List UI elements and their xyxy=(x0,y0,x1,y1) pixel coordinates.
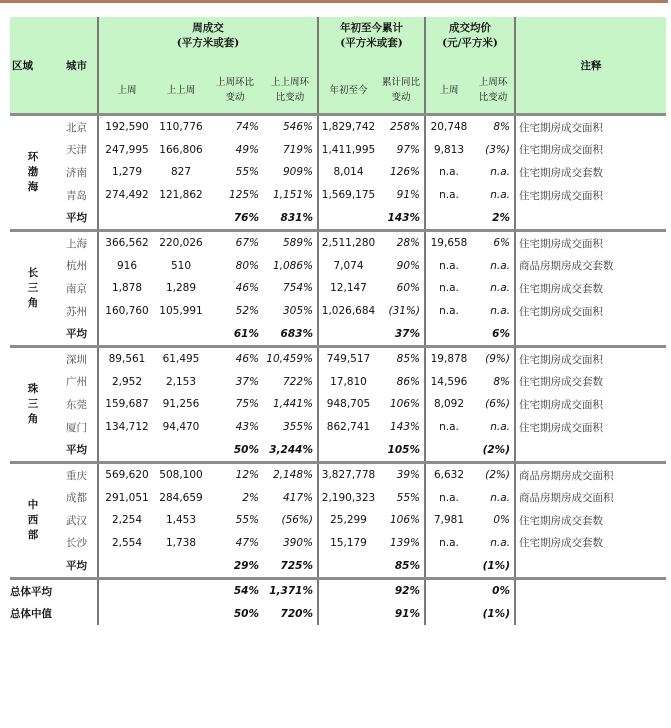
city-name: 东莞 xyxy=(66,398,87,411)
price-wow-change: n.a. xyxy=(490,189,510,202)
header-region: 区域 xyxy=(10,17,56,115)
total-wow-change: 50% xyxy=(233,607,259,620)
avg-yoy-change: 143% xyxy=(387,211,420,224)
week-before-volume: 91,256 xyxy=(162,398,200,411)
avg-price: 8,092 xyxy=(425,393,472,416)
last-week-volume: 160,760 xyxy=(98,300,155,323)
week-before-volume: 61,495 xyxy=(162,353,200,366)
note: 住宅期房成交面积 xyxy=(515,232,666,255)
empty xyxy=(515,554,666,578)
city-name: 成都 xyxy=(66,492,87,505)
last-week-volume: 159,687 xyxy=(98,393,155,416)
wow-change: 55% xyxy=(235,514,259,527)
empty xyxy=(98,554,155,578)
note: 商品房期房成交套数 xyxy=(515,255,666,278)
empty xyxy=(98,206,155,230)
table-row xyxy=(10,277,666,300)
city-name: 上海 xyxy=(66,237,87,250)
price-wow-change: 6% xyxy=(493,237,510,250)
empty xyxy=(318,322,378,346)
avg-price: n.a. xyxy=(425,416,472,439)
wow-change: 43% xyxy=(235,421,259,434)
empty xyxy=(318,602,378,625)
note: 住宅期房成交套数 xyxy=(515,277,666,300)
wow-change: 80% xyxy=(235,259,259,272)
weekly-title: 周成交 xyxy=(192,22,224,34)
ytd-volume: 3,827,778 xyxy=(318,464,378,487)
total-label: 总体平均 xyxy=(10,585,52,598)
table-row xyxy=(10,416,666,439)
avg-price: n.a. xyxy=(425,255,472,278)
avg-price: n.a. xyxy=(425,532,472,555)
region-name: 中西部 xyxy=(27,498,39,541)
week-before-volume: 121,862 xyxy=(159,189,203,202)
ytd-volume: 7,074 xyxy=(318,255,378,278)
col-prev-wow-change: 上上周环比变动 xyxy=(263,68,318,115)
prev-wow-change: 719% xyxy=(282,143,313,156)
ytd-volume: 15,179 xyxy=(318,532,378,555)
note: 商品房期房成交面积 xyxy=(515,464,666,487)
table-row xyxy=(10,232,666,255)
region-label xyxy=(10,348,56,462)
total-yoy-change: 91% xyxy=(394,607,420,620)
ytd-volume: 1,829,742 xyxy=(318,116,378,139)
empty xyxy=(318,554,378,578)
total-label: 总体中值 xyxy=(10,608,52,621)
avg-price: 19,878 xyxy=(425,348,472,371)
wow-change: 2% xyxy=(242,491,259,504)
city-name: 长沙 xyxy=(66,537,87,550)
price-unit: (元/平方米) xyxy=(442,37,498,49)
prev-wow-change: 417% xyxy=(282,491,313,504)
empty xyxy=(425,602,472,625)
city-name: 杭州 xyxy=(66,260,87,273)
empty xyxy=(155,580,207,603)
last-week-volume: 1,878 xyxy=(98,277,155,300)
yoy-change: 106% xyxy=(389,398,420,411)
avg-yoy-change: 85% xyxy=(394,559,420,572)
note: 住宅期房成交套数 xyxy=(515,532,666,555)
wow-change: 47% xyxy=(235,536,259,549)
yoy-change: 86% xyxy=(396,375,420,388)
note: 住宅期房成交面积 xyxy=(515,393,666,416)
weekly-unit: (平方米或套) xyxy=(176,37,240,49)
wow-change: 52% xyxy=(235,305,259,318)
avg-price: n.a. xyxy=(425,277,472,300)
avg-prev-wow-change: 683% xyxy=(280,327,313,340)
table-body xyxy=(10,115,666,626)
header-weekly-group xyxy=(98,17,318,68)
last-week-volume: 134,712 xyxy=(98,416,155,439)
yoy-change: 28% xyxy=(396,237,420,250)
note: 住宅期房成交面积 xyxy=(515,348,666,371)
table-row xyxy=(10,532,666,555)
week-before-volume: 1,289 xyxy=(165,282,197,295)
empty xyxy=(515,438,666,462)
total-prev-wow-change: 1,371% xyxy=(269,585,313,598)
ytd-volume: 25,299 xyxy=(318,509,378,532)
table-row xyxy=(10,116,666,139)
yoy-change: 143% xyxy=(389,421,420,434)
week-before-volume: 94,470 xyxy=(162,421,200,434)
avg-price-wow-change: 2% xyxy=(492,211,510,224)
yoy-change: (31%) xyxy=(388,305,420,318)
city-name: 南京 xyxy=(66,282,87,295)
ytd-volume: 1,569,175 xyxy=(318,184,378,207)
empty xyxy=(155,554,207,578)
average-label: 平均 xyxy=(66,560,87,573)
ytd-volume: 2,190,323 xyxy=(318,487,378,510)
week-before-volume: 510 xyxy=(170,259,192,272)
col-wow-change: 上周环比变动 xyxy=(207,68,263,115)
avg-wow-change: 29% xyxy=(233,559,259,572)
last-week-volume: 2,554 xyxy=(98,532,155,555)
empty xyxy=(515,602,666,625)
top-rule xyxy=(0,0,668,3)
avg-price: 14,596 xyxy=(425,371,472,394)
avg-price: 20,748 xyxy=(425,116,472,139)
yoy-change: 258% xyxy=(389,121,420,134)
week-before-volume: 2,153 xyxy=(165,375,197,388)
city-name: 天津 xyxy=(66,144,87,157)
average-label: 平均 xyxy=(66,212,87,225)
prev-wow-change: 722% xyxy=(282,375,313,388)
property-transactions-table xyxy=(10,17,666,625)
table-row xyxy=(10,509,666,532)
city-name: 广州 xyxy=(66,376,87,389)
empty xyxy=(318,438,378,462)
prev-wow-change: 2,148% xyxy=(272,469,313,482)
ytd-volume: 1,026,684 xyxy=(318,300,378,323)
last-week-volume: 569,620 xyxy=(98,464,155,487)
empty xyxy=(318,580,378,603)
empty xyxy=(155,322,207,346)
week-before-volume: 110,776 xyxy=(159,121,203,134)
wow-change: 46% xyxy=(235,282,259,295)
week-before-volume: 284,659 xyxy=(159,491,203,504)
col-week-before: 上上周 xyxy=(155,68,207,115)
ytd-volume: 862,741 xyxy=(318,416,378,439)
ytd-title: 年初至今累计 xyxy=(340,22,403,34)
wow-change: 74% xyxy=(235,121,259,134)
average-label: 平均 xyxy=(66,328,87,341)
yoy-change: 91% xyxy=(396,189,420,202)
price-wow-change: n.a. xyxy=(490,259,510,272)
col-price-wow-change: 上周环比变动 xyxy=(472,68,515,115)
city-name: 苏州 xyxy=(66,305,87,318)
total-row xyxy=(10,580,666,603)
table-row xyxy=(10,371,666,394)
price-wow-change: 0% xyxy=(493,514,510,527)
table-row xyxy=(10,487,666,510)
table-row xyxy=(10,139,666,162)
city-name: 北京 xyxy=(66,121,87,134)
empty xyxy=(425,206,472,230)
city-name: 深圳 xyxy=(66,353,87,366)
empty xyxy=(155,206,207,230)
avg-price: n.a. xyxy=(425,184,472,207)
price-wow-change: n.a. xyxy=(490,305,510,318)
avg-price-wow-change: (1%) xyxy=(482,559,510,572)
avg-price-wow-change: (2%) xyxy=(482,443,510,456)
last-week-volume: 291,051 xyxy=(98,487,155,510)
last-week-volume: 192,590 xyxy=(98,116,155,139)
table-row xyxy=(10,161,666,184)
prev-wow-change: 754% xyxy=(282,282,313,295)
avg-yoy-change: 37% xyxy=(394,327,420,340)
empty xyxy=(515,322,666,346)
prev-wow-change: 589% xyxy=(282,237,313,250)
avg-price: 6,632 xyxy=(425,464,472,487)
yoy-change: 139% xyxy=(389,536,420,549)
wow-change: 67% xyxy=(235,237,259,250)
col-last-week: 上周 xyxy=(98,68,155,115)
price-wow-change: n.a. xyxy=(490,282,510,295)
avg-price: 19,658 xyxy=(425,232,472,255)
empty xyxy=(515,580,666,603)
region-label xyxy=(10,464,56,578)
last-week-volume: 2,254 xyxy=(98,509,155,532)
empty xyxy=(425,322,472,346)
col-yoy-change: 累计同比变动 xyxy=(378,68,425,115)
empty xyxy=(98,602,155,625)
avg-prev-wow-change: 725% xyxy=(280,559,313,572)
prev-wow-change: 909% xyxy=(282,166,313,179)
note: 住宅期房成交面积 xyxy=(515,300,666,323)
empty xyxy=(98,322,155,346)
total-price-wow-change: 0% xyxy=(492,585,510,598)
avg-price: n.a. xyxy=(425,487,472,510)
price-wow-change: 8% xyxy=(493,375,510,388)
last-week-volume: 366,562 xyxy=(98,232,155,255)
prev-wow-change: 390% xyxy=(282,536,313,549)
week-before-volume: 827 xyxy=(170,166,192,179)
note: 住宅期房成交套数 xyxy=(515,161,666,184)
table-row xyxy=(10,464,666,487)
week-before-volume: 220,026 xyxy=(159,237,203,250)
header-city: 城市 xyxy=(56,17,98,115)
yoy-change: 97% xyxy=(396,143,420,156)
wow-change: 49% xyxy=(235,143,259,156)
price-title: 成交均价 xyxy=(449,22,491,34)
city-name: 武汉 xyxy=(66,514,87,527)
note: 住宅期房成交套数 xyxy=(515,509,666,532)
week-before-volume: 508,100 xyxy=(159,469,203,482)
avg-price: 9,813 xyxy=(425,139,472,162)
ytd-volume: 1,411,995 xyxy=(318,139,378,162)
price-wow-change: n.a. xyxy=(490,421,510,434)
city-name: 重庆 xyxy=(66,469,87,482)
average-row xyxy=(10,322,666,346)
ytd-volume: 2,511,280 xyxy=(318,232,378,255)
ytd-volume: 17,810 xyxy=(318,371,378,394)
last-week-volume: 1,279 xyxy=(98,161,155,184)
empty xyxy=(425,580,472,603)
avg-wow-change: 61% xyxy=(233,327,259,340)
avg-wow-change: 50% xyxy=(233,443,259,456)
last-week-volume: 916 xyxy=(98,255,155,278)
total-wow-change: 54% xyxy=(233,585,259,598)
average-row xyxy=(10,438,666,462)
price-wow-change: n.a. xyxy=(490,491,510,504)
empty xyxy=(425,554,472,578)
empty xyxy=(155,602,207,625)
total-prev-wow-change: 720% xyxy=(280,607,313,620)
city-name: 青岛 xyxy=(66,189,87,202)
note: 住宅期房成交面积 xyxy=(515,139,666,162)
region-name: 珠三角 xyxy=(27,382,39,425)
note: 住宅期房成交面积 xyxy=(515,184,666,207)
prev-wow-change: 1,151% xyxy=(272,189,313,202)
ytd-volume: 12,147 xyxy=(318,277,378,300)
col-ytd: 年初至今 xyxy=(318,68,378,115)
price-wow-change: (6%) xyxy=(485,398,510,411)
week-before-volume: 105,991 xyxy=(159,305,203,318)
average-label: 平均 xyxy=(66,444,87,457)
region-name: 环渤海 xyxy=(27,150,39,193)
empty xyxy=(98,580,155,603)
yoy-change: 106% xyxy=(389,514,420,527)
prev-wow-change: 1,086% xyxy=(272,259,313,272)
avg-prev-wow-change: 3,244% xyxy=(269,443,313,456)
week-before-volume: 1,453 xyxy=(165,514,197,527)
price-wow-change: (3%) xyxy=(485,143,510,156)
region-name: 长三角 xyxy=(27,266,39,309)
price-wow-change: (2%) xyxy=(485,469,510,482)
table-row xyxy=(10,393,666,416)
week-before-volume: 166,806 xyxy=(159,143,203,156)
city-name: 济南 xyxy=(66,166,87,179)
prev-wow-change: 1,441% xyxy=(272,398,313,411)
wow-change: 75% xyxy=(235,398,259,411)
total-row xyxy=(10,602,666,625)
header-note: 注释 xyxy=(515,17,666,115)
prev-wow-change: 546% xyxy=(282,121,313,134)
average-row xyxy=(10,206,666,230)
yoy-change: 126% xyxy=(389,166,420,179)
yoy-change: 60% xyxy=(396,282,420,295)
avg-price: n.a. xyxy=(425,300,472,323)
wow-change: 46% xyxy=(235,353,259,366)
yoy-change: 55% xyxy=(396,491,420,504)
price-wow-change: (9%) xyxy=(485,353,510,366)
table-row xyxy=(10,255,666,278)
total-price-wow-change: (1%) xyxy=(482,607,510,620)
price-wow-change: n.a. xyxy=(490,166,510,179)
ytd-volume: 948,705 xyxy=(318,393,378,416)
avg-yoy-change: 105% xyxy=(387,443,420,456)
header-price-group xyxy=(425,17,515,68)
table-row xyxy=(10,348,666,371)
avg-wow-change: 76% xyxy=(233,211,259,224)
last-week-volume: 89,561 xyxy=(98,348,155,371)
wow-change: 37% xyxy=(235,375,259,388)
table-row xyxy=(10,184,666,207)
last-week-volume: 274,492 xyxy=(98,184,155,207)
header-ytd-group xyxy=(318,17,425,68)
avg-price: 7,981 xyxy=(425,509,472,532)
wow-change: 125% xyxy=(228,189,259,202)
avg-prev-wow-change: 831% xyxy=(280,211,313,224)
yoy-change: 85% xyxy=(396,353,420,366)
empty xyxy=(425,438,472,462)
empty xyxy=(515,206,666,230)
note: 住宅期房成交套数 xyxy=(515,371,666,394)
region-label xyxy=(10,232,56,346)
yoy-change: 90% xyxy=(396,259,420,272)
wow-change: 12% xyxy=(235,469,259,482)
prev-wow-change: 355% xyxy=(282,421,313,434)
prev-wow-change: (56%) xyxy=(281,514,313,527)
note: 商品房期房成交面积 xyxy=(515,487,666,510)
ytd-volume: 8,014 xyxy=(318,161,378,184)
total-yoy-change: 92% xyxy=(394,585,420,598)
prev-wow-change: 305% xyxy=(282,305,313,318)
ytd-unit: (平方米或套) xyxy=(340,37,403,49)
region-label xyxy=(10,116,56,230)
table-row xyxy=(10,300,666,323)
header-row-1 xyxy=(10,17,666,68)
prev-wow-change: 10,459% xyxy=(266,353,313,366)
week-before-volume: 1,738 xyxy=(165,536,197,549)
empty xyxy=(318,206,378,230)
col-price-last-week: 上周 xyxy=(425,68,472,115)
avg-price: n.a. xyxy=(425,161,472,184)
average-row xyxy=(10,554,666,578)
city-name: 厦门 xyxy=(66,421,87,434)
last-week-volume: 247,995 xyxy=(98,139,155,162)
ytd-volume: 749,517 xyxy=(318,348,378,371)
last-week-volume: 2,952 xyxy=(98,371,155,394)
price-wow-change: 8% xyxy=(493,121,510,134)
empty xyxy=(98,438,155,462)
wow-change: 55% xyxy=(235,166,259,179)
avg-price-wow-change: 6% xyxy=(492,327,510,340)
empty xyxy=(155,438,207,462)
yoy-change: 39% xyxy=(396,469,420,482)
note: 住宅期房成交面积 xyxy=(515,416,666,439)
note: 住宅期房成交面积 xyxy=(515,116,666,139)
price-wow-change: n.a. xyxy=(490,536,510,549)
